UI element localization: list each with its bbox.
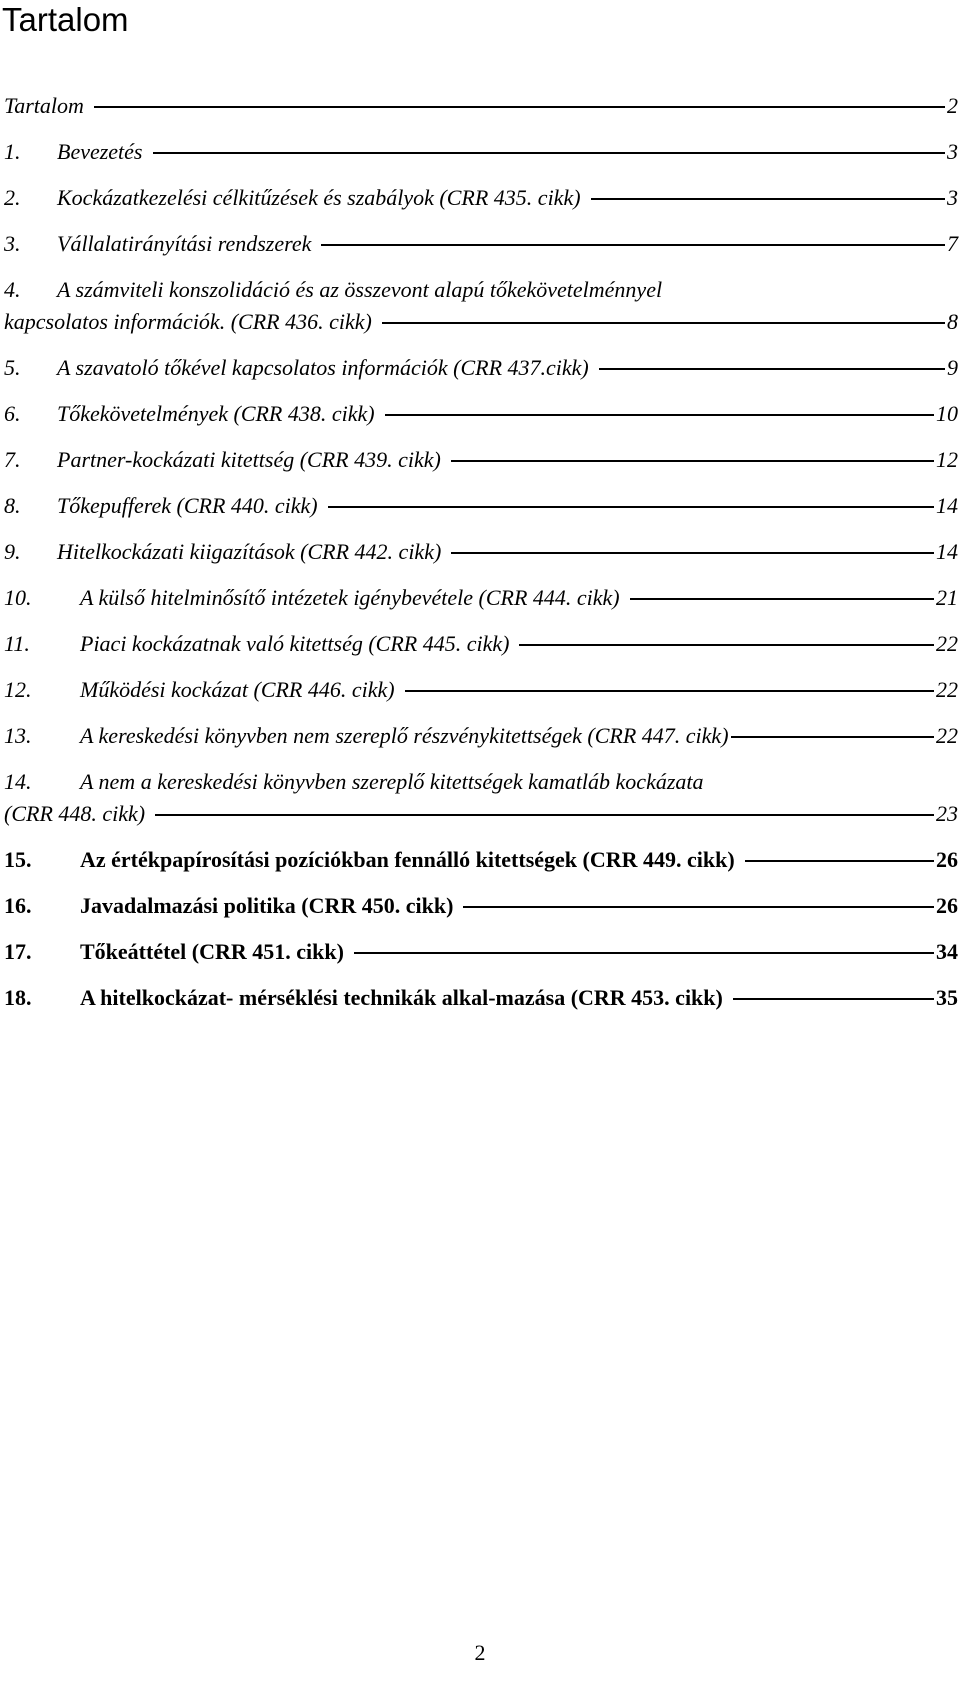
toc-entry-title: Az értékpapírosítási pozíciókban fennálló kitettségek (CRR 449. cikk) xyxy=(80,847,735,872)
toc-entry-3[interactable] xyxy=(4,228,958,274)
toc-entry-title: A nem a kereskedési könyvben szereplő kitettségek kamatláb kockázata xyxy=(80,769,704,794)
toc-entry-11[interactable] xyxy=(4,628,958,674)
toc-entry-number: 11. xyxy=(4,631,30,656)
toc-entry-page: 22 xyxy=(936,631,958,656)
toc-entry-title: A számviteli konszolidáció és az összevont alapú tőkekövetelménnyel xyxy=(57,277,663,302)
toc-entry-number: 8. xyxy=(4,493,21,518)
toc-entry-number: 1. xyxy=(4,139,21,164)
toc-entry-number: 17. xyxy=(4,939,32,964)
toc-entry-page: 10 xyxy=(936,401,958,426)
toc-entry-number: 10. xyxy=(4,585,32,610)
toc-entry-9[interactable] xyxy=(4,536,958,582)
toc-entry-13[interactable] xyxy=(4,720,958,766)
toc-entry-page: 23 xyxy=(936,801,958,826)
toc-entry-number: 6. xyxy=(4,401,21,426)
toc-leader-line xyxy=(745,860,934,862)
toc-entry-title: Tartalom xyxy=(4,93,84,118)
toc-leader-line xyxy=(153,152,946,154)
toc-entry-title: Bevezetés xyxy=(57,139,143,164)
toc-entry-page: 14 xyxy=(936,493,958,518)
toc-leader-line xyxy=(405,690,934,692)
toc-entry-page: 14 xyxy=(936,539,958,564)
toc-leader-line xyxy=(328,506,934,508)
toc-entry-1[interactable] xyxy=(4,136,958,182)
toc-entry-title: Tőkekövetelmények (CRR 438. cikk) xyxy=(57,401,375,426)
toc-entry-page: 3 xyxy=(947,139,958,164)
toc-leader-line xyxy=(94,106,945,108)
toc-leader-line xyxy=(382,322,945,324)
page-number: 2 xyxy=(474,1640,486,1665)
toc-leader-line xyxy=(733,998,934,1000)
toc-entry-4[interactable] xyxy=(4,274,958,352)
toc-leader-line xyxy=(385,414,934,416)
toc-entry-title: Tőkepufferek (CRR 440. cikk) xyxy=(57,493,318,518)
toc-entry-15[interactable] xyxy=(4,844,958,890)
toc-entry-18[interactable] xyxy=(4,982,958,1028)
toc-entry-page: 3 xyxy=(947,185,958,210)
toc-entry-title: Piaci kockázatnak való kitettség (CRR 445. cikk) xyxy=(80,631,510,656)
toc-entry-title: Tőkeáttétel (CRR 451. cikk) xyxy=(80,939,344,964)
toc-leader-line xyxy=(599,368,945,370)
toc-entry-5[interactable] xyxy=(4,352,958,398)
toc-entry-title: A hitelkockázat- mérséklési technikák alkal-mazása (CRR 453. cikk) xyxy=(80,985,723,1010)
toc-entry-title: Partner-kockázati kitettség (CRR 439. cikk) xyxy=(57,447,441,472)
toc-entry-17[interactable] xyxy=(4,936,958,982)
toc-entry-title: A külső hitelminősítő intézetek igénybevétele (CRR 444. cikk) xyxy=(80,585,620,610)
toc-entry-number: 9. xyxy=(4,539,21,564)
toc-entry-page: 21 xyxy=(936,585,958,610)
toc-entry-number: 13. xyxy=(4,723,32,748)
toc-entry-number: 7. xyxy=(4,447,21,472)
toc-entry-number: 15. xyxy=(4,847,32,872)
toc-entry-page: 7 xyxy=(947,231,958,256)
toc-entry-page: 9 xyxy=(947,355,958,380)
toc-entry-page: 34 xyxy=(936,939,958,964)
toc-entry-number: 12. xyxy=(4,677,32,702)
toc-entry-page: 12 xyxy=(936,447,958,472)
toc-entry-title: Vállalatirányítási rendszerek xyxy=(57,231,312,256)
toc-entry-page: 2 xyxy=(947,93,958,118)
toc-entry-title-continued: kapcsolatos információk. (CRR 436. cikk) xyxy=(4,309,372,334)
table-of-contents xyxy=(4,90,958,1028)
toc-entry-page: 26 xyxy=(936,847,958,872)
toc-entry-number: 4. xyxy=(4,277,21,302)
toc-entry-title: Hitelkockázati kiigazítások (CRR 442. cikk) xyxy=(57,539,442,564)
toc-entry-number: 14. xyxy=(4,769,32,794)
toc-entry-2[interactable] xyxy=(4,182,958,228)
toc-entry-10[interactable] xyxy=(4,582,958,628)
toc-entry-page: 22 xyxy=(936,723,958,748)
toc-leader-line xyxy=(155,814,934,816)
toc-entry-number: 2. xyxy=(4,185,21,210)
toc-entry-12[interactable] xyxy=(4,674,958,720)
toc-leader-line xyxy=(630,598,934,600)
toc-entry-number: 5. xyxy=(4,355,21,380)
toc-entry-title: Kockázatkezelési célkitűzések és szabályok (CRR 435. cikk) xyxy=(57,185,581,210)
toc-entry-14[interactable] xyxy=(4,766,958,844)
toc-entry-title: A szavatoló tőkével kapcsolatos információk (CRR 437.cikk) xyxy=(57,355,589,380)
toc-leader-line xyxy=(519,644,934,646)
toc-leader-line xyxy=(463,906,934,908)
toc-entry-title: A kereskedési könyvben nem szereplő részvénykitettségek (CRR 447. cikk) xyxy=(80,723,729,748)
toc-entry-8[interactable] xyxy=(4,490,958,536)
toc-entry-title: Javadalmazási politika (CRR 450. cikk) xyxy=(80,893,454,918)
toc-entry-page: 8 xyxy=(947,309,958,334)
page-title: Tartalom xyxy=(2,1,129,38)
toc-leader-line xyxy=(451,460,934,462)
toc-entry-title: Működési kockázat (CRR 446. cikk) xyxy=(80,677,395,702)
toc-leader-line xyxy=(321,244,945,246)
toc-entry-number: 18. xyxy=(4,985,32,1010)
toc-entry-number: 3. xyxy=(4,231,21,256)
toc-leader-line xyxy=(731,736,934,738)
toc-leader-line xyxy=(354,952,934,954)
toc-entry-page: 26 xyxy=(936,893,958,918)
toc-entry-number: 16. xyxy=(4,893,32,918)
toc-leader-line xyxy=(451,552,934,554)
toc-entry-page: 22 xyxy=(936,677,958,702)
toc-entry-6[interactable] xyxy=(4,398,958,444)
toc-entry-7[interactable] xyxy=(4,444,958,490)
toc-entry-page: 35 xyxy=(936,985,958,1010)
toc-entry-16[interactable] xyxy=(4,890,958,936)
toc-entry-title-continued: (CRR 448. cikk) xyxy=(4,801,146,826)
toc-entry-contents[interactable] xyxy=(4,90,958,136)
toc-leader-line xyxy=(591,198,945,200)
